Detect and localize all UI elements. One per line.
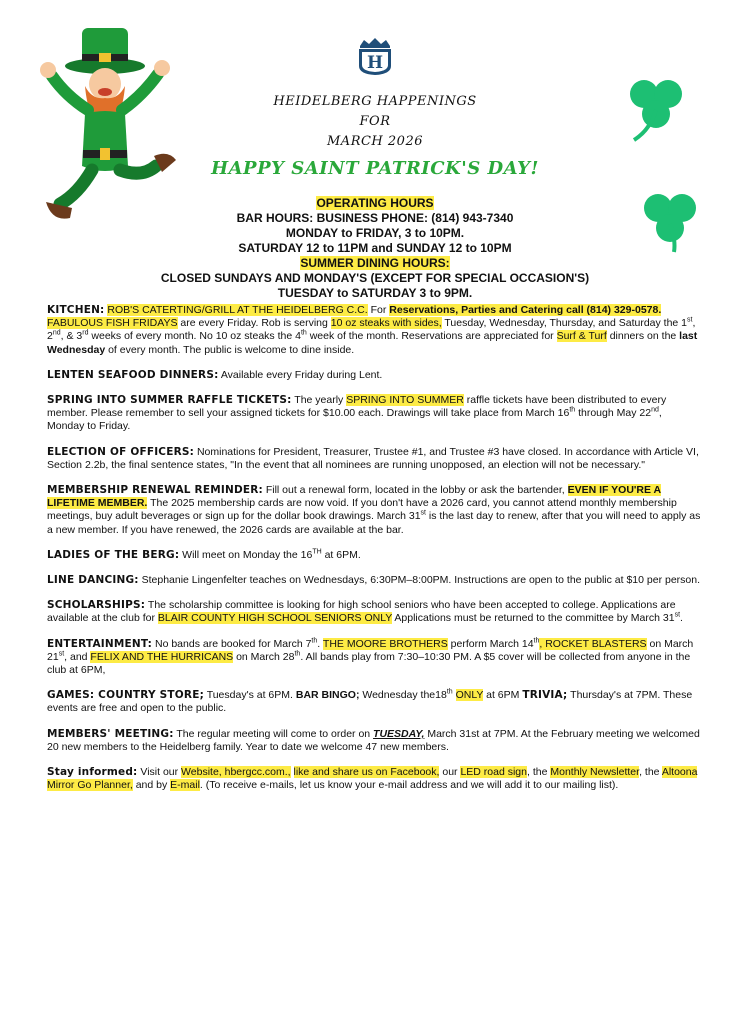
kitchen-text: week of the month. Reservations are appreciated for [306,330,557,343]
line-dancing-text: Stephanie Lingenfelter teaches on Wednesdays, 6:30PM–8:00PM. Instructions are open to the public at $10 per person. [138,574,701,587]
hours-block [120,196,630,301]
members-meeting-text: TUESDAY, [373,727,425,740]
spring-text: raffle tickets have been distributed to every member. Please remember to sell your assigned tickets for $10.00 each. Drawings will take place from March 16 [47,394,667,420]
ordinal: rd [82,329,89,337]
ordinal: th [569,406,576,414]
newsletter-title [195,92,555,152]
ordinal: th [311,637,318,645]
kitchen-phone: call (814) 329-0578. [563,304,662,316]
kitchen-text: ROB'S CATERTING/GRILL AT THE HEIDELBERG C.C. [107,304,368,316]
kitchen-text: of every month. The public is welcome to dine inside. [105,343,355,356]
kitchen-section [47,304,702,357]
stay-text: Altoona Mirror Go Planner, [47,766,698,792]
election-heading: ELECTION OF OFFICERS: [47,445,195,458]
spring-raffle-section [47,394,702,434]
line-dancing-heading: LINE DANCING: [47,574,139,587]
entertainment-text: . All bands play from 7:30–10:30 PM. A $5 cover will be collected from anyone in the club at 6PM, [47,650,691,677]
members-meeting-section [47,728,702,754]
stay-text: , the [527,766,551,779]
kitchen-text: Reservations, Parties and Catering [389,304,564,316]
spring-text: SPRING INTO SUMMER [346,394,464,407]
dining-hours-title: SUMMER DINING HOURS: [300,256,450,270]
ladies-text: at 6PM. [321,548,361,561]
membership-section [47,484,702,537]
entertainment-text: , ROCKET BLASTERS [539,637,647,650]
logo-letter: H [366,53,384,73]
members-meeting-text: The regular meeting will come to order on [173,727,374,740]
lenten-heading: LENTEN SEAFOOD DINNERS: [47,368,219,381]
stay-text: our [439,766,461,779]
scholarships-section [47,599,702,625]
dining-hours: TUESDAY to SATURDAY 3 to 9PM. [277,286,473,300]
title-line-1: HEIDELBERG HAPPENINGS [273,94,477,109]
scholarships-text: The scholarship committee is looking for high school seniors who have been accepted to college. Applications are available at the club for [47,599,676,625]
title-line-3: MARCH 2026 [327,134,423,149]
entertainment-text: FELIX AND THE HURRICANS [90,650,234,663]
ordinal: st [674,611,681,619]
kitchen-text: Tuesday, Wednesday, Thursday, and Saturday the 1 [441,317,688,330]
kitchen-text: , 2 [47,317,696,343]
lenten-text: Available every Friday during Lent. [218,368,383,381]
kitchen-text: Surf & Turf [556,330,607,343]
games-heading: BAR BINGO; [295,689,360,702]
games-heading: GAMES: COUNTRY STORE; [47,689,204,702]
ordinal: nd [651,406,659,414]
membership-text: Fill out a renewal form, located in the lobby or ask the bartender, [262,484,568,497]
facebook-link[interactable]: like and share us on Facebook, [293,766,440,779]
membership-text: is the last day to renew, after that you will need to apply as a new member. If you have renewed, the 2026 cards are available at the bar. [47,510,701,536]
ladies-heading: LADIES OF THE BERG: [47,548,180,561]
ordinal: TH [312,548,322,556]
spring-text: , Monday to Friday. [47,407,662,433]
entertainment-text: , and [64,650,91,663]
stay-informed-section [47,766,702,792]
heidelberg-logo [356,36,394,76]
games-section [47,689,702,715]
operating-hours-title: OPERATING HOURS [316,196,434,210]
games-text: Wednesday the18 [359,689,447,702]
kitchen-text: , & 3 [60,330,83,343]
members-meeting-text: March 31st at 7PM. At the February meeting we welcomed 20 new members to the Heidelberg family. Year to date we welcome 47 new members. [47,727,700,753]
kitchen-heading: KITCHEN: [47,304,105,316]
ordinal: th [533,637,540,645]
spring-text: The yearly [291,394,347,407]
lenten-section [47,369,702,382]
entertainment-text: perform March 14 [447,637,534,650]
stay-text: Visit our [137,766,182,779]
weekend-hours: SATURDAY 12 to 11PM and SUNDAY 12 to 10PM [238,241,512,255]
ladies-text: Will meet on Monday the 16 [179,548,313,561]
kitchen-text: are every Friday. Rob is serving [177,317,331,330]
closed-line: CLOSED SUNDAYS AND MONDAY'S (EXCEPT FOR SPECIAL OCCASION'S) [160,271,590,285]
games-text: Tuesday's at 6PM. [203,689,296,702]
website-link[interactable]: Website, hbergcc.com., [181,766,291,779]
games-text: ONLY [455,689,484,702]
ordinal: th [300,329,307,337]
stay-text: Monthly Newsletter [550,766,640,779]
membership-heading: MEMBERSHIP RENEWAL REMINDER: [47,484,263,497]
kitchen-text: dinners on the [606,330,680,343]
entertainment-text: . [317,637,323,650]
stay-text: . (To receive e-mails, let us know your e-mail address and we will add it to our mailing list). [199,779,619,792]
weekday-hours: MONDAY to FRIDAY, 3 to 10PM. [285,226,465,240]
games-text: Thursday's at 7PM. These events are free and open to the public. [47,689,693,715]
stay-text: LED road sign [460,766,527,779]
kitchen-text: FABULOUS FISH FRIDAYS [47,317,178,330]
ordinal: st [420,509,426,517]
st-patricks-greeting: HAPPY SAINT PATRICK'S DAY! [211,158,539,179]
newsletter-body [47,304,702,804]
shamrock-icon [620,66,692,146]
title-line-2: FOR [359,114,391,129]
scholarships-text: BLAIR COUNTY HIGH SCHOOL SENIORS ONLY [157,612,393,625]
election-text: Nominations for President, Treasurer, Trustee #1, and Trustee #3 have closed. In accordance with Article VI, Section 2.2b, the final sentence states, "In the event that all nominees are running unopposed, an election will not be necessary." [47,445,699,471]
email-link[interactable]: E-mail [170,779,200,792]
line-dancing-section [47,574,702,587]
kitchen-text: For [367,304,390,316]
games-text: at 6PM [483,689,523,702]
stay-text: and by [132,779,171,792]
scholarships-text: Applications must be returned to the committee by March 31 [392,612,675,625]
scholarships-heading: SCHOLARSHIPS: [47,599,146,612]
ladies-section [47,549,702,562]
ordinal: nd [52,329,61,337]
entertainment-text: THE MOORE BROTHERS [322,637,448,650]
election-section [47,446,702,472]
entertainment-section [47,638,702,678]
entertainment-text: No bands are booked for March 7 [152,637,312,650]
membership-text: The 2025 membership cards are now void. If you don't have a 2026 card, you cannot attend monthly membership meetings, buy adult beverages or sign up for the dollar book drawings. March 31 [47,497,677,523]
entertainment-text: on March 28 [233,650,295,663]
spring-heading: SPRING INTO SUMMER RAFFLE TICKETS: [47,394,292,407]
ordinal: th [446,688,453,696]
bar-hours-line: BAR HOURS: BUSINESS PHONE: (814) 943-7340 [236,211,514,225]
ordinal: st [687,316,693,324]
stay-informed-heading: Stay informed: [47,766,138,779]
ordinal: st [58,650,65,658]
stay-text: , the [639,766,662,779]
ordinal: th [294,650,301,658]
scholarships-text: . [680,612,683,625]
entertainment-text: on March 21 [47,637,694,663]
kitchen-text: 10 oz steaks with sides, [330,317,442,330]
members-meeting-heading: MEMBERS' MEETING: [47,727,174,740]
games-heading: TRIVIA; [522,689,568,702]
entertainment-heading: ENTERTAINMENT: [47,637,153,650]
shamrock-icon [634,180,706,260]
kitchen-text: last Wednesday [47,330,698,356]
spring-text: through May 22 [575,407,652,420]
kitchen-text: weeks of every month. No 10 oz steaks the 4 [88,330,301,343]
membership-text: EVEN IF YOU'RE A LIFETIME MEMBER. [47,484,662,510]
